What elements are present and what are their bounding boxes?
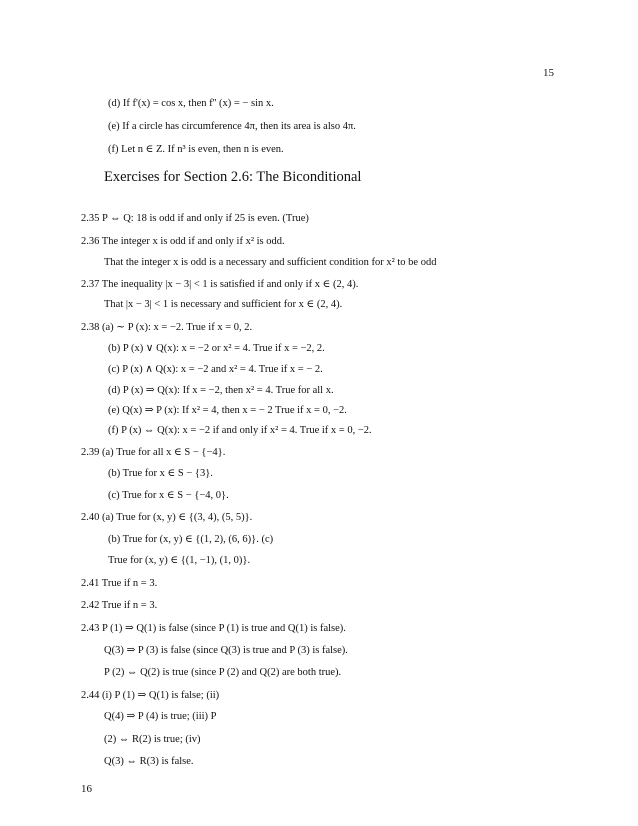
exercise-line: (e) Q(x) ⇒ P (x): If x² = 4, then x = − 2 True if x = 0, −2. [108,405,347,416]
exercise-line: 2.43 P (1) ⇒ Q(1) is false (since P (1) is true and Q(1) is false). [81,623,346,634]
exercise-line: That the integer x is odd is a necessary and sufficient condition for x² to be odd [104,257,437,268]
exercise-line: Q(3) ⇒ P (3) is false (since Q(3) is true and P (3) is false). [104,645,348,656]
exercise-line: True for (x, y) ∈ {(1, −1), (1, 0)}. [108,555,251,566]
exercise-line: 2.41 True if n = 3. [81,578,158,589]
exercise-line: 2.37 The inequality |x − 3| < 1 is satisfied if and only if x ∈ (2, 4). [81,279,359,290]
exercise-line: 2.36 The integer x is odd if and only if x² is odd. [81,236,285,247]
exercise-line: (d) P (x) ⇒ Q(x): If x = −2, then x² = 4. True for all x. [108,385,334,396]
exercise-line: That |x − 3| < 1 is necessary and sufficient for x ∈ (2, 4). [104,299,343,310]
page-number-bottom: 16 [81,783,92,795]
exercise-line: (2) ⇔ R(2) is true; (iv) [104,734,201,745]
exercise-line: (b) P (x) ∨ Q(x): x = −2 or x² = 4. True if x = −2, 2. [108,343,325,354]
exercise-line: 2.44 (i) P (1) ⇒ Q(1) is false; (ii) [81,690,220,701]
exercise-line: Q(3) ⇔ R(3) is false. [104,756,194,767]
exercise-line: 2.42 True if n = 3. [81,600,158,611]
exercise-line: 2.38 (a) ∼ P (x): x = −2. True if x = 0, 2. [81,322,253,333]
exercise-line: P (2) ⇔ Q(2) is true (since P (2) and Q(2) are both true). [104,667,342,678]
exercise-line: (e) If a circle has circumference 4π, then its area is also 4π. [108,121,356,132]
exercise-line: (c) True for x ∈ S − {−4, 0}. [108,490,229,501]
exercise-line: (f) P (x) ⇔ Q(x): x = −2 if and only if x² = 4. True if x = 0, −2. [108,425,372,436]
page-number-top: 15 [543,67,554,79]
exercise-line: (f) Let n ∈ Z. If n³ is even, then n is even. [108,144,284,155]
exercise-line: 2.40 (a) True for (x, y) ∈ {(3, 4), (5, 5)}. [81,512,253,523]
exercise-line: 2.39 (a) True for all x ∈ S − {−4}. [81,447,226,458]
exercise-line: (b) True for x ∈ S − {3}. [108,468,213,479]
section-heading: Exercises for Section 2.6: The Biconditional [104,169,362,185]
exercise-line: Q(4) ⇒ P (4) is true; (iii) P [104,711,217,722]
exercise-line: (d) If f'(x) = cos x, then f'' (x) = − sin x. [108,98,274,109]
exercise-line: 2.35 P ⇔ Q: 18 is odd if and only if 25 is even. (True) [81,213,309,224]
exercise-line: (c) P (x) ∧ Q(x): x = −2 and x² = 4. True if x = − 2. [108,364,323,375]
exercise-line: (b) True for (x, y) ∈ {(1, 2), (6, 6)}. (c) [108,534,274,545]
